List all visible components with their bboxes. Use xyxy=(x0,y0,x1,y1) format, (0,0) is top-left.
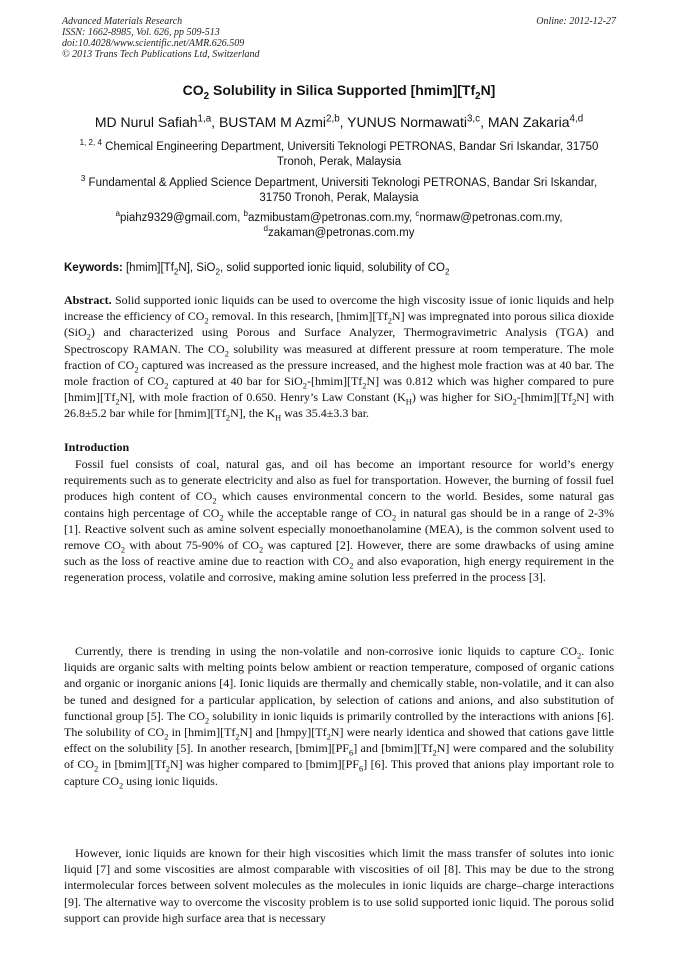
author: , BUSTAM M Azmi xyxy=(211,114,327,130)
intro-paragraph-3: However, ionic liquids are known for their high viscosities which limit the mass transfer of solutes into ionic liquid [7] and some viscosities are almost comparable with viscosities of oil [8]. This may be due to the strong intermolecular forces between solvent molecules as the molecules in ionic liquids are charge–charge interactions [9]. The alternative way to overcome the viscosity problem is to use solid supported ionic liquid. The porous solid support can provide high surface area that is necessary xyxy=(64,846,614,925)
keywords-label: Keywords: xyxy=(64,262,123,274)
issn-line: ISSN: 1662-8985, Vol. 626, pp 509-513 xyxy=(62,27,220,38)
paper-title: $CO_2$ Solubility in Silica Supported $[hmim][Tf_2N]$ xyxy=(182,82,496,102)
affiliation-1: $^{1, 2, 4}$ Chemical Engineering Department, Universiti Teknologi PETRONAS, Bandar Sri Iskandar, 31750 Tronoh, Perak, Malaysia xyxy=(79,138,599,168)
intro-paragraph-1: Fossil fuel consists of coal, natural gas, and oil has become an important resource for world’s energy requirements such as to generate electricity and also as fuel for transportation. However, the burning of fossil fuel produces high content of $CO_2$ which causes environmental concern to the world. Besides, some natural gas contains high percentage of $CO_2$ while the acceptable range of $CO_2$ in natural gas should be in a range of 2-3% [1]. Reactive solvent such as amine solvent especially monoethanolamine (MEA), is the common solvent used to remove $CO_2$ with about 75-90% of $CO_2$ was captured [2]. However, there are some drawbacks of using amine such as the loss of reactive amine due to reaction with $CO_2$ and also evaporation, high energy requirement in the regeneration process, volatile and corrosive, making amine solution less preferred in the process [3]. xyxy=(64,457,615,585)
abstract-label: Abstract. xyxy=(64,293,112,307)
author: MD Nurul Safiah xyxy=(94,114,198,130)
online-date: Online: 2012-12-27 xyxy=(536,16,616,27)
introduction-heading: Introduction xyxy=(64,440,130,454)
keywords-line: Keywords: $[hmim][Tf_2N]$, SiO$_2$, solid supported ionic liquid, solubility of $CO_2$ xyxy=(64,262,450,277)
intro-paragraph-2: Currently, there is trending in using the non-volatile and non-corrosive ionic liquids to capture $CO_2$. Ionic liquids are organic salts with melting points below ambient or reaction temperature, composed of organic cations and organic or inorganic anions [4]. Ionic liquids are thermally and chemically stable, non-volatile, and it can also be tuned and designed for a particular application, by selection of cations and anions, and also substitution of functional group [5]. The $CO_2$ solubility in ionic liquids is primarily controlled by the interactions with anions [6]. The solubility of $CO_2$ in $[hmim][Tf_2N]$ and $[hmpy][Tf_2N]$ were nearly identica and showed that cations gave little effect on the solubility [5]. In another research, $[bmim][PF_6]$ and $[bmim][Tf_2N]$ were compared and the solubility of $CO_2$ in $[bmim][Tf_2N]$ was higher compared to $[bmim][PF_6]$ [6]. This proved that anions play important role to capture $CO_2$ using ionic liquids. xyxy=(64,644,614,791)
author: , MAN Zakaria xyxy=(480,114,570,130)
author-emails: $^a$piahz9329@gmail.com, $^b$azmibustam@petronas.com.my, $^c$normaw@petronas.com.my, $^d$zakaman@petronas.com.my xyxy=(115,209,563,239)
journal-name: Advanced Materials Research xyxy=(62,16,183,27)
abstract-paragraph: Abstract. Solid supported ionic liquids can be used to overcome the high viscosity issue of ionic liquids and help increase the efficiency of $CO_2$ removal. In this research, $[hmim][Tf_2N]$ was impregnated into porous silica dioxide (SiO$_2$) and characterized using Porous and Surface Analyzer, Thermogravimetric Analysis (TGA) and Spectroscopy RAMAN. The $CO_2$ solubility was measured at different pressure at room temperature. The mole fraction of $CO_2$ captured was increased as the pressure increased, and the highest mole fraction was at 40 bar. The mole fraction of $CO_2$ captured at 40 bar for $SiO_2-[hmim][Tf_2N]$ was 0.812 which was higher compared to pure $[hmim][Tf_2N]$, with mole fraction of 0.650. Henry’s Law Constant $(K_H)$ was higher for $SiO_2-[hmim][Tf_2N]$ with 26.8±5.2 bar while for $[hmim][Tf_2N]$, the $K_H$ was 35.4±3.3 bar. xyxy=(64,293,615,423)
affiliation-2: $^3$ Fundamental & Applied Science Department, Universiti Teknologi PETRONAS, Bandar Sri Iskandar, 31750 Tronoh, Perak, Malaysia xyxy=(80,174,598,204)
author: , YUNUS Normawati xyxy=(339,114,467,130)
copyright-line: © 2013 Trans Tech Publications Ltd, Switzerland xyxy=(62,49,260,60)
author-list: MD Nurul Safiah$^{1,a}$, BUSTAM M Azmi$^{2,b}$, YUNUS Normawati$^{3,c}$, MAN Zakaria$^{4,d}$ xyxy=(94,113,584,130)
doi-line: doi:10.4028/www.scientific.net/AMR.626.509 xyxy=(62,38,245,49)
